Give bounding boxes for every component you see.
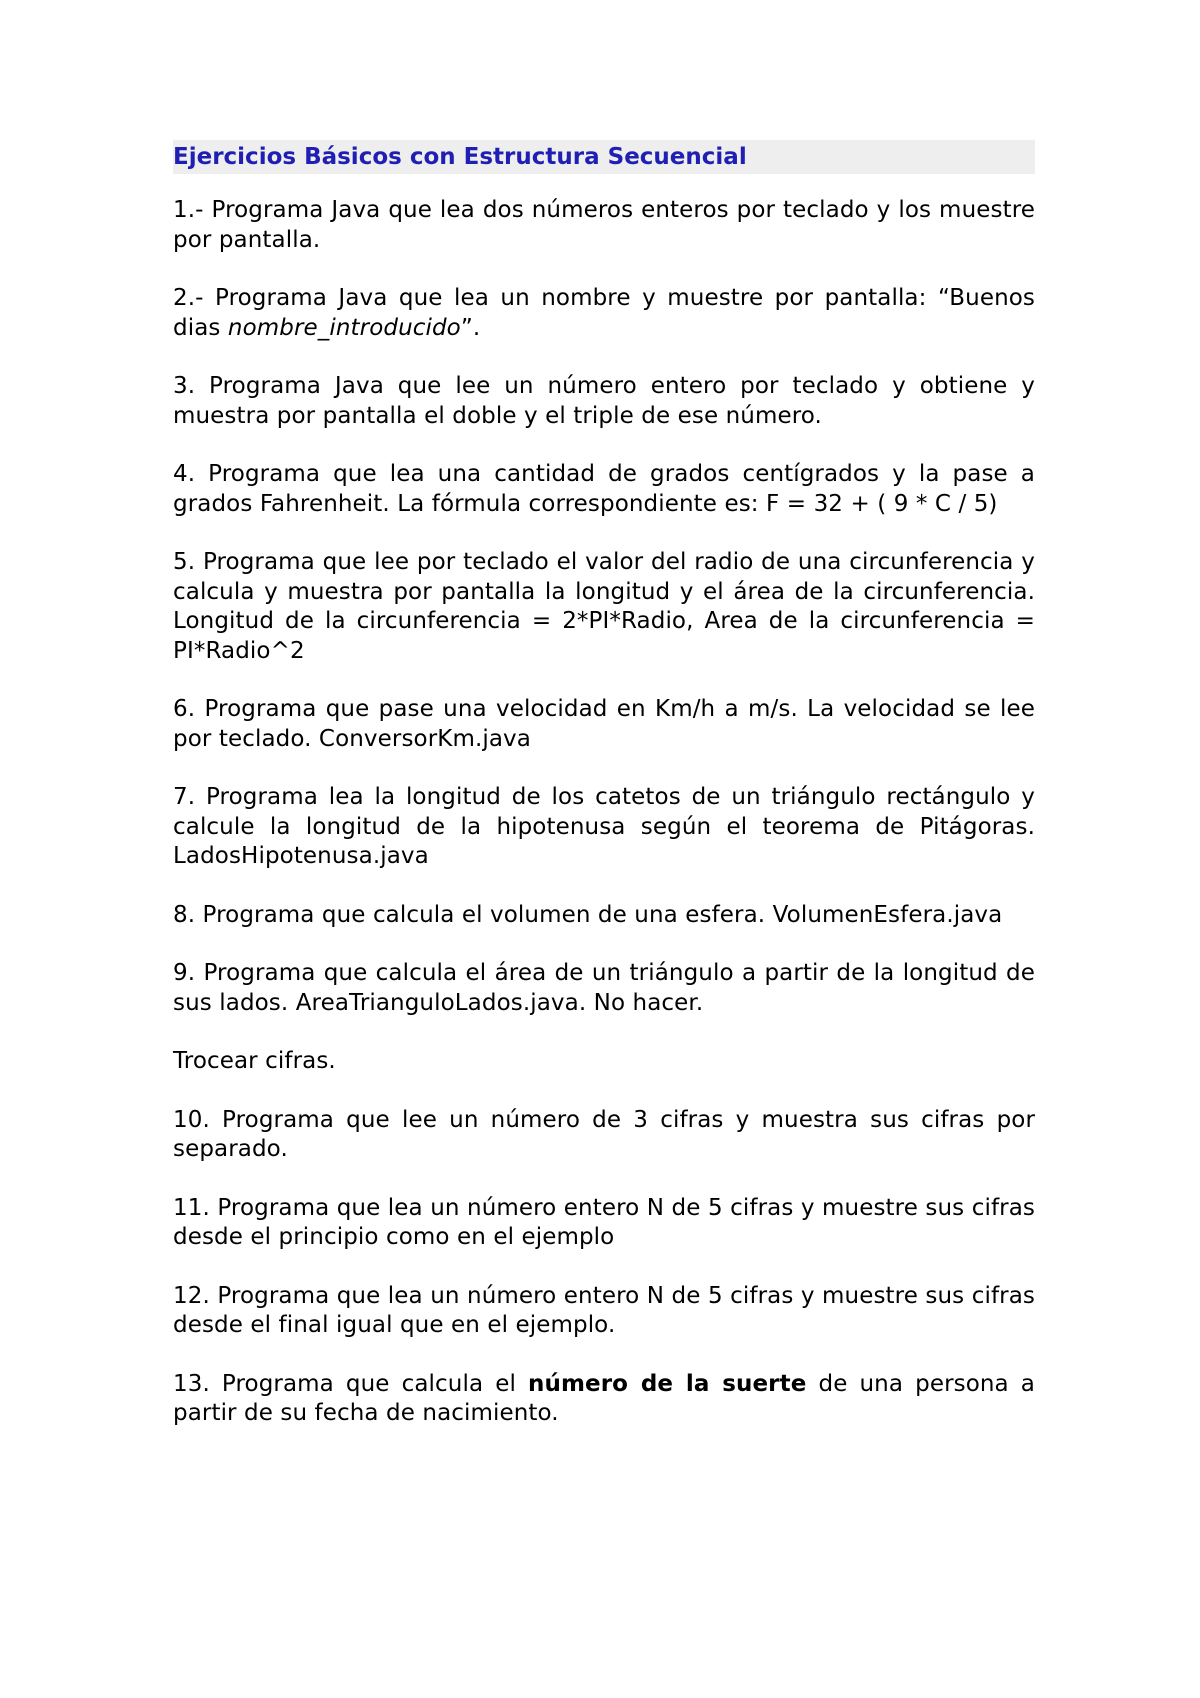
exercise-8: 8. Programa que calcula el volumen de una esfera. VolumenEsfera.java bbox=[173, 901, 1003, 928]
exercise-12: 12. Programa que lea un número entero N de 5 cifras y muestre sus cifras desde el final igual que en el ejemplo. bbox=[173, 1282, 1035, 1338]
exercise-13-text: 13. Programa que calcula el bbox=[173, 1370, 529, 1397]
exercise-5: 5. Programa que lee por teclado el valor del radio de una circunferencia y calcula y muestra por pantalla la longitud y el área de la circunferencia. Longitud de la circunferencia = 2*PI*Radio, Area de la circunferencia = PI*Radio^2 bbox=[173, 549, 1035, 664]
exercise-2-end: ”. bbox=[460, 314, 481, 341]
exercise-7: 7. Programa lea la longitud de los catetos de un triángulo rectángulo y calcule la longitud de la hipotenusa según el teorema de Pitágoras. LadosHipotenusa.java bbox=[173, 784, 1035, 869]
exercise-3: 3. Programa Java que lee un número entero por teclado y obtiene y muestra por pantalla el doble y el triple de ese número. bbox=[173, 373, 1035, 429]
exercise-13-bold: número de la suerte bbox=[528, 1370, 807, 1397]
document-title: Ejercicios Básicos con Estructura Secuencial bbox=[173, 140, 1035, 174]
exercise-2-italic: nombre_introducido bbox=[227, 314, 461, 341]
exercise-1: 1.- Programa Java que lea dos números enteros por teclado y los muestre por pantalla. bbox=[173, 197, 1035, 253]
exercise-13 bbox=[173, 1370, 1035, 1429]
exercise-10: 10. Programa que lee un número de 3 cifras y muestra sus cifras por separado. bbox=[173, 1106, 1035, 1162]
section-heading-trocear: Trocear cifras. bbox=[173, 1048, 336, 1074]
exercise-11: 11. Programa que lea un número entero N de 5 cifras y muestre sus cifras desde el principio como en el ejemplo bbox=[173, 1194, 1035, 1250]
exercise-6: 6. Programa que pase una velocidad en Km/h a m/s. La velocidad se lee por teclado. ConversorKm.java bbox=[173, 696, 1035, 752]
exercise-13-end: de una persona a partir de su fecha de nacimiento. bbox=[173, 1370, 1036, 1426]
exercise-4: 4. Programa que lea una cantidad de grados centígrados y la pase a grados Fahrenheit. La fórmula correspondiente es: F = 32 + ( 9 * C / 5) bbox=[173, 461, 1035, 517]
exercise-2 bbox=[173, 284, 1035, 343]
exercise-2-text: 2.- Programa Java que lea un nombre y muestre por pantalla: “Buenos dias bbox=[173, 285, 1035, 341]
exercise-9: 9. Programa que calcula el área de un triángulo a partir de la longitud de sus lados. AreaTrianguloLados.java. No hacer. bbox=[173, 960, 1035, 1016]
document-page bbox=[173, 140, 1035, 1458]
